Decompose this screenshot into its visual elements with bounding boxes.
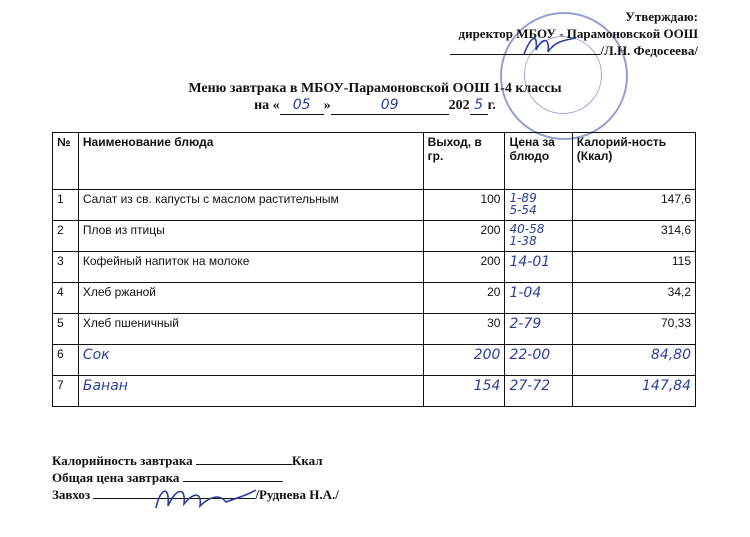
table-header-row xyxy=(53,133,696,190)
footer-block xyxy=(52,452,339,503)
price-handwritten: 2-79 xyxy=(509,316,542,332)
header-calories: Калорий-ность (Ккал) xyxy=(572,133,695,190)
footer-calories-line: Калорийность завтрака Ккал xyxy=(52,453,323,468)
menu-date-line: на « 05 » 09 202 5 г. xyxy=(254,97,496,113)
menu-title xyxy=(0,80,750,115)
table-row: 4 Хлеб ржаной 20 1-04 34,2 xyxy=(53,283,696,314)
header-output: Выход, в гр. xyxy=(423,133,505,190)
table-row: 6 Сок 200 22-00 84,80 xyxy=(53,345,696,376)
approval-signature-line xyxy=(450,42,698,59)
dish-handwritten: Банан xyxy=(78,376,423,407)
table-row: 5 Хлеб пшеничный 30 2-79 70,33 xyxy=(53,314,696,345)
approval-heading: Утверждаю: xyxy=(625,9,698,24)
price-handwritten: 5-54 xyxy=(509,203,537,217)
price-handwritten: 1-38 xyxy=(509,234,537,248)
calories-unit: Ккал xyxy=(291,453,323,468)
price-handwritten: 40-58 xyxy=(509,222,545,236)
menu-table xyxy=(52,132,696,407)
approver-name: /Л.Н. Федосеева/ xyxy=(600,43,698,58)
header-num: № xyxy=(53,133,79,190)
price-handwritten: 1-89 xyxy=(509,191,537,205)
footer-storekeeper-line: Завхоз /Руднева Н.А./ xyxy=(52,487,339,502)
header-price: Цена за блюдо xyxy=(505,133,572,190)
approval-block xyxy=(450,8,698,59)
price-handwritten: 1-04 xyxy=(509,285,542,301)
storekeeper-name: /Руднева Н.А./ xyxy=(255,487,339,502)
approval-position: директор МБОУ - Парамоновской ООШ xyxy=(458,26,698,41)
table-row: 7 Банан 154 27-72 147,84 xyxy=(53,376,696,407)
table-row: 2 Плов из птицы 200 40-58 1-38 314,6 xyxy=(53,221,696,252)
date-year-digit: 5 xyxy=(470,97,488,115)
date-month: 09 xyxy=(331,97,449,115)
table-row: 1 Салат из св. капусты с маслом растительным 100 1-89 5-54 147,6 xyxy=(53,190,696,221)
price-handwritten: 14-01 xyxy=(509,254,551,270)
dish-handwritten: Сок xyxy=(78,345,423,376)
table-row: 3 Кофейный напиток на молоке 200 14-01 115 xyxy=(53,252,696,283)
date-day: 05 xyxy=(280,97,324,115)
header-name: Наименование блюда xyxy=(78,133,423,190)
footer-price-line: Общая цена завтрака xyxy=(52,469,339,486)
menu-title-line1: Меню завтрака в МБОУ-Парамоновской ООШ 1-4 классы xyxy=(188,81,562,96)
